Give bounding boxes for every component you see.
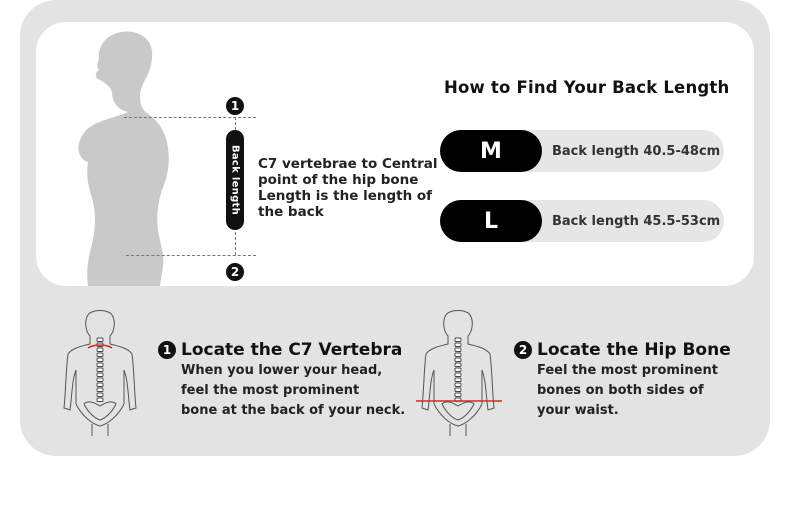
size-row-l [440,200,724,242]
marker-1: 1 [226,97,244,115]
step-2-description [537,361,718,421]
step-2-title-text: Locate the Hip Bone [537,340,731,360]
size-text-l: Back length 45.5-53cm [552,213,721,229]
spine-neck-icon [62,308,138,436]
size-row-m [440,130,724,172]
step-2-number: 2 [514,341,532,359]
step-1-title-text: Locate the C7 Vertebra [181,340,403,360]
step-1-title [158,340,402,360]
step-1-line-1: When you lower your head, [181,363,383,378]
how-to-title: How to Find Your Back Length [444,78,730,97]
back-length-label: Back length [229,144,241,216]
back-length-description: C7 vertebrae to Central point of the hip bone Length is the length of the back [258,156,438,220]
spine-hip-icon [416,308,502,436]
top-guide-line [124,117,256,118]
step-1-description [181,361,405,421]
step-1-number: 1 [158,341,176,359]
step-2-line-1: Feel the most prominent [537,363,718,378]
info-card [20,0,770,456]
size-badge-m: M [440,130,542,172]
body-silhouette [36,22,236,286]
step-1-line-2: feel the most prominent [181,383,360,398]
step-2-line-3: your waist. [537,403,619,418]
step-1-line-3: bone at the back of your neck. [181,403,406,418]
back-length-panel [36,22,754,286]
back-length-pill [226,130,244,230]
size-badge-l: L [440,200,542,242]
marker-2: 2 [226,263,244,281]
step-2-line-2: bones on both sides of [537,383,704,398]
size-text-m: Back length 40.5-48cm [552,143,721,159]
step-2-title [514,340,731,360]
bottom-guide-line [126,255,256,256]
